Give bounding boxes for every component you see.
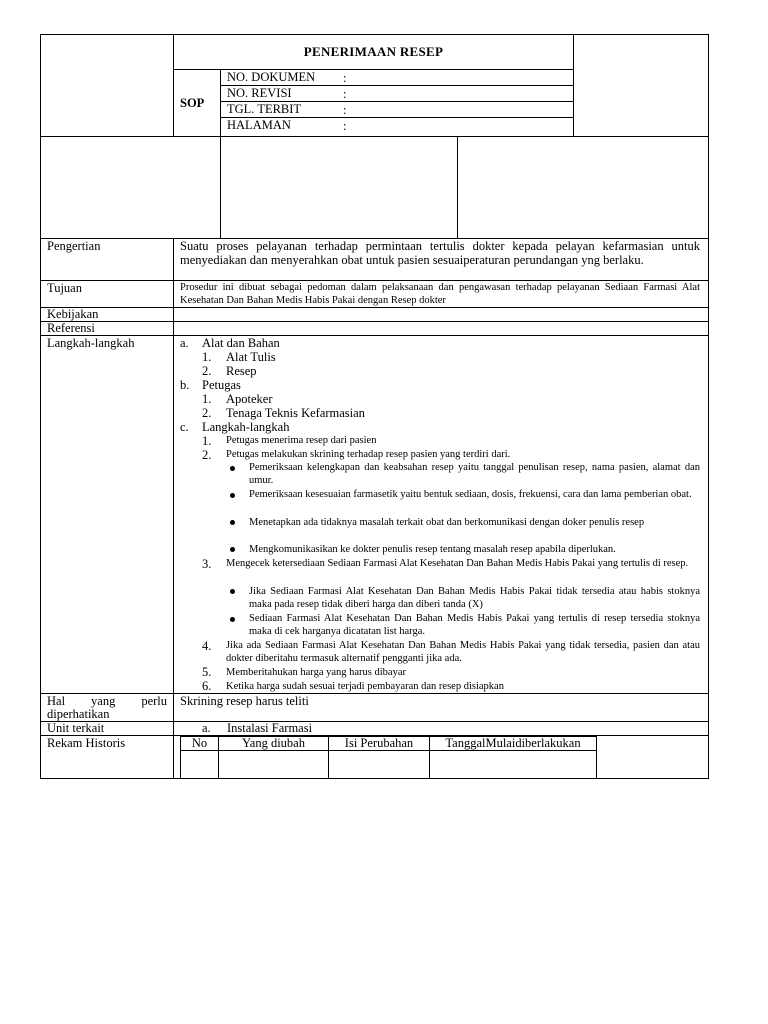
list-marker: c. <box>180 420 189 434</box>
list-item: Alat Tulis <box>226 350 276 364</box>
section-b-title: Petugas <box>202 378 241 392</box>
list-marker: b. <box>180 378 190 392</box>
list-item: Resep <box>226 364 257 378</box>
hal-label-line2: diperhatikan <box>47 707 110 721</box>
list-number: 2. <box>202 364 212 378</box>
unit-label: Unit terkait <box>47 721 105 735</box>
field-separator: : <box>343 71 347 85</box>
divider <box>40 335 709 336</box>
step-text: Petugas melakukan skrining terhadap resep pasien yang terdiri dari. <box>226 449 511 460</box>
column-header-isi-perubahan: Isi Perubahan <box>344 736 414 750</box>
divider <box>173 238 174 778</box>
step-number: 2. <box>202 448 212 462</box>
divider <box>220 136 221 238</box>
divider <box>457 136 458 238</box>
step-number: 1. <box>202 434 212 448</box>
list-number: 2. <box>202 406 212 420</box>
list-marker: a. <box>202 721 211 735</box>
field-label-halaman: HALAMAN <box>227 118 291 132</box>
column-header-no: No <box>191 736 208 750</box>
divider <box>40 721 709 722</box>
step-text: Jika ada Sediaan Farmasi Alat Kesehatan Dan Bahan Medis Habis Pakai yang tidak tersedia, pasien dan atau dokter diberitahu termasuk alternatif pengganti jika ada. <box>226 640 700 664</box>
list-marker: a. <box>180 336 189 350</box>
bullet-icon <box>230 617 235 622</box>
bullet-text: Pemeriksaan kelengkapan dan keabsahan resep yaitu tanggal penulisan resep, nama pasien, alamat dan umur. <box>249 462 700 486</box>
bullet-icon <box>230 547 235 552</box>
field-label-no-dokumen: NO. DOKUMEN <box>227 70 316 84</box>
step-text: Mengecek ketersediaan Sediaan Farmasi Alat Kesehatan Dan Bahan Medis Habis Pakai yang tertulis di resep. <box>226 558 689 569</box>
divider <box>220 69 221 136</box>
list-number: 1. <box>202 392 212 406</box>
tujuan-text: Prosedur ini dibuat sebagai pedoman dalam pelaksanaan dan pengawasan terhadap pelayanan Sediaan Farmasi Alat Kesehatan Dan Bahan Medis Habis Pakai dengan Resep dokter <box>180 282 700 306</box>
divider <box>180 750 597 751</box>
column-header-tanggal: TanggalMulaidiberlakukan <box>445 736 581 750</box>
bullet-text: Mengkomunikasikan ke dokter penulis resep tentang masalah resep apabila diperlukan. <box>249 544 616 555</box>
section-a-title: Alat dan Bahan <box>202 336 280 350</box>
bullet-text: Jika Sediaan Farmasi Alat Kesehatan Dan Bahan Medis Habis Pakai tidak tersedia atau habis stoknya maka pada resep tidak diberi harga dan diberi tanda (X) <box>249 586 700 610</box>
referensi-label: Referensi <box>47 321 95 335</box>
bullet-text: Pemeriksaan kesesuaian farmasetik yaitu bentuk sediaan, dosis, frekuensi, cara dan lama pemberian obat. <box>249 489 692 500</box>
pengertian-text: Suatu proses pelayanan terhadap permintaan tertulis dokter kepada pelayan kefarmasian untuk menyediakan dan menyerahkan obat untuk pasien sesuaiperaturan perundangan yng berlaku. <box>180 239 700 267</box>
section-c-title: Langkah-langkah <box>202 420 290 434</box>
step-text: Ketika harga sudah sesuai terjadi pembayaran dan resep disiapkan <box>226 681 504 692</box>
divider <box>40 136 709 137</box>
field-separator: : <box>343 87 347 101</box>
bullet-icon <box>230 589 235 594</box>
list-item: Apoteker <box>226 392 273 406</box>
bullet-icon <box>230 520 235 525</box>
unit-text: Instalasi Farmasi <box>227 721 313 735</box>
field-separator: : <box>343 103 347 117</box>
list-number: 1. <box>202 350 212 364</box>
field-label-tgl-terbit: TGL. TERBIT <box>227 102 302 116</box>
divider <box>40 307 709 308</box>
hal-text: Skrining resep harus teliti <box>180 694 309 708</box>
tujuan-label: Tujuan <box>47 281 82 295</box>
kebijakan-label: Kebijakan <box>47 307 99 321</box>
bullet-icon <box>230 466 235 471</box>
sop-label: SOP <box>180 96 205 110</box>
border-top <box>40 34 709 35</box>
border-left <box>40 34 41 779</box>
hal-label-line1: Hal yang perlu <box>47 694 167 708</box>
rekam-label: Rekam Historis <box>47 736 126 750</box>
step-number: 3. <box>202 557 212 571</box>
divider <box>40 321 709 322</box>
langkah-label: Langkah-langkah <box>47 336 135 350</box>
step-number: 5. <box>202 665 212 679</box>
field-separator: : <box>343 119 347 133</box>
step-text: Memberitahukan harga yang harus dibayar <box>226 667 406 678</box>
divider <box>596 736 597 778</box>
field-label-no-revisi: NO. REVISI <box>227 86 292 100</box>
border-bottom <box>40 778 709 779</box>
divider <box>40 280 709 281</box>
pengertian-label: Pengertian <box>47 239 101 253</box>
document-title: PENERIMAAN RESEP <box>303 44 444 59</box>
column-header-yang-diubah: Yang diubah <box>242 736 305 750</box>
bullet-icon <box>230 493 235 498</box>
bullet-text: Sediaan Farmasi Alat Kesehatan Dan Bahan Medis Habis Pakai yang tertulis di resep tersedia stoknya maka di cek harganya dicatatan list harga. <box>249 613 700 637</box>
list-item: Tenaga Teknis Kefarmasian <box>226 406 365 420</box>
step-number: 4. <box>202 639 212 653</box>
bullet-text: Menetapkan ada tidaknya masalah terkait obat dan berkomunikasi dengan doker penulis resep <box>249 517 645 528</box>
border-right <box>708 34 709 779</box>
step-number: 6. <box>202 679 212 693</box>
step-text: Petugas menerima resep dari pasien <box>226 435 377 446</box>
